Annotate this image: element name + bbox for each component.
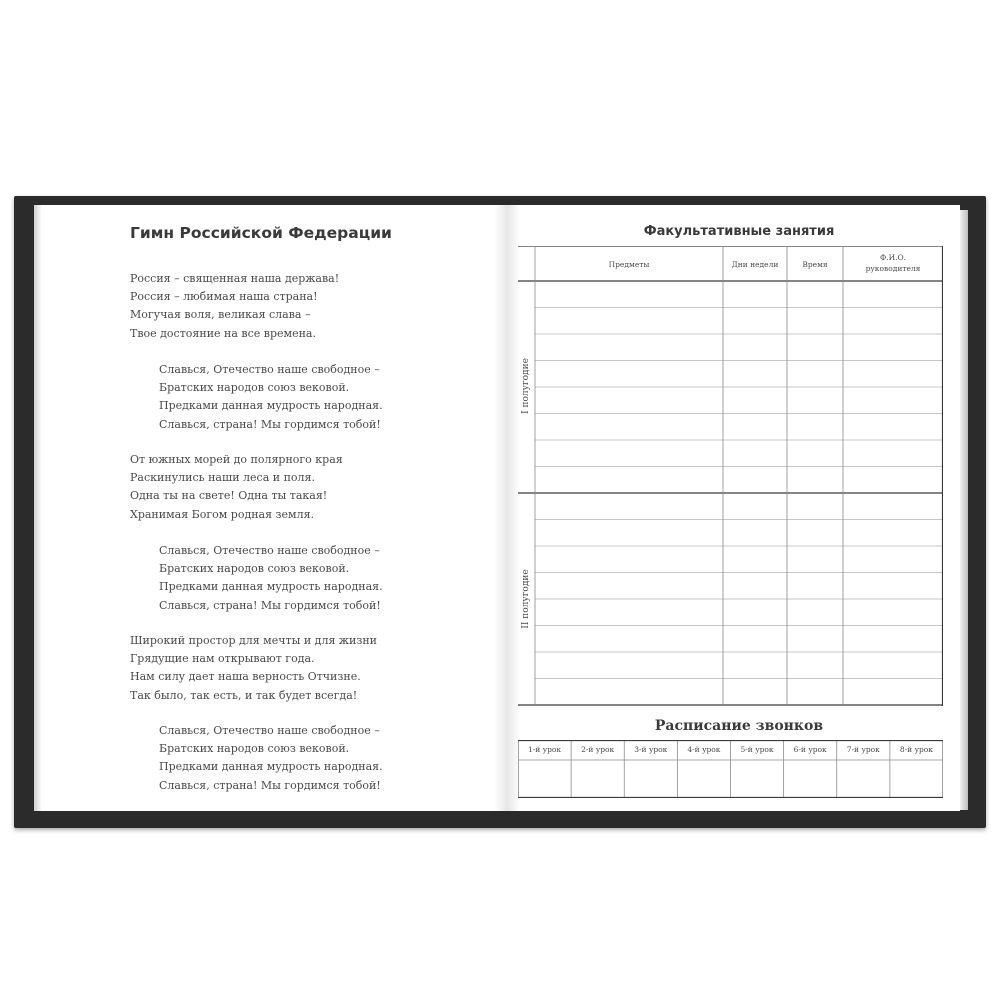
anthem-line: Нам силу дает наша верность Отчизне. — [130, 670, 361, 684]
anthem-line: Одна ты на свете! Одна ты такая! — [130, 489, 328, 503]
column-time: Время — [802, 260, 828, 269]
anthem-line: Хранимая Богом родная земля. — [130, 507, 315, 521]
anthem-line: Предками данная мудрость народная. — [159, 760, 383, 774]
anthem-line: Братских народов союз вековой. — [159, 742, 350, 756]
anthem-verse — [130, 451, 343, 524]
bell-lesson-label: 7-й урок — [846, 745, 880, 754]
anthem-line: Славься, страна! Мы гордимся тобой! — [159, 417, 381, 431]
semester1-label: I полугодие — [521, 358, 531, 414]
bells-title: Расписание звонков — [654, 718, 824, 734]
anthem-line: Грядущие нам открывают года. — [130, 652, 315, 666]
anthem-line: Славься, страна! Мы гордимся тобой! — [159, 778, 381, 792]
anthem-line: Широкий простор для мечты и для жизни — [130, 634, 377, 647]
anthem-line: Предками данная мудрость народная. — [159, 580, 383, 594]
semester2-label: II полугодие — [521, 569, 531, 629]
bells-table — [518, 740, 943, 798]
anthem-line: Россия – священная наша держава! — [130, 272, 340, 285]
anthem-line: Славься, Отечество наше свободное – — [159, 363, 380, 376]
anthem-line: Братских народов союз вековой. — [159, 381, 350, 395]
column-subjects: Предметы — [608, 260, 650, 269]
electives-title: Факультативные занятия — [643, 224, 835, 239]
bell-lesson-label: 5-й урок — [740, 745, 774, 754]
anthem-line: Славься, Отечество наше свободное – — [159, 724, 380, 737]
anthem-line: Твое достояние на все времена. — [130, 326, 316, 340]
anthem-verse — [130, 270, 339, 343]
column-teacher-line1: Ф.И.О. — [879, 253, 907, 262]
anthem-line: Могучая воля, великая слава – — [130, 308, 311, 322]
anthem-line: Славься, Отечество наше свободное – — [159, 544, 380, 557]
anthem-chorus — [159, 542, 383, 615]
bell-lesson-label: 8-й урок — [899, 745, 933, 754]
bell-lesson-label: 1-й урок — [528, 745, 562, 754]
bell-lesson-label: 2-й урок — [581, 745, 615, 754]
column-weekdays: Дни недели — [731, 260, 779, 269]
column-teacher-line2: руководителя — [865, 264, 921, 273]
anthem-chorus — [159, 361, 383, 434]
anthem-line: Славься, страна! Мы гордимся тобой! — [159, 598, 381, 612]
anthem-verse — [130, 632, 377, 705]
bell-lesson-label: 4-й урок — [687, 745, 721, 754]
electives-grid-lines — [518, 246, 943, 706]
anthem-title: Гимн Российской Федерации — [130, 224, 392, 242]
bell-lesson-label: 3-й урок — [634, 745, 668, 754]
anthem-line: От южных морей до полярного края — [130, 453, 343, 466]
anthem-line: Раскинулись наши леса и поля. — [130, 471, 315, 485]
electives-table — [518, 246, 943, 706]
anthem-line: Предками данная мудрость народная. — [159, 399, 383, 413]
anthem-line: Так было, так есть, и так будет всегда! — [130, 688, 358, 702]
anthem-line: Братских народов союз вековой. — [159, 562, 350, 576]
anthem-chorus — [159, 722, 383, 795]
bell-lesson-label: 6-й урок — [793, 745, 827, 754]
anthem-line: Россия – любимая наша страна! — [130, 290, 318, 304]
